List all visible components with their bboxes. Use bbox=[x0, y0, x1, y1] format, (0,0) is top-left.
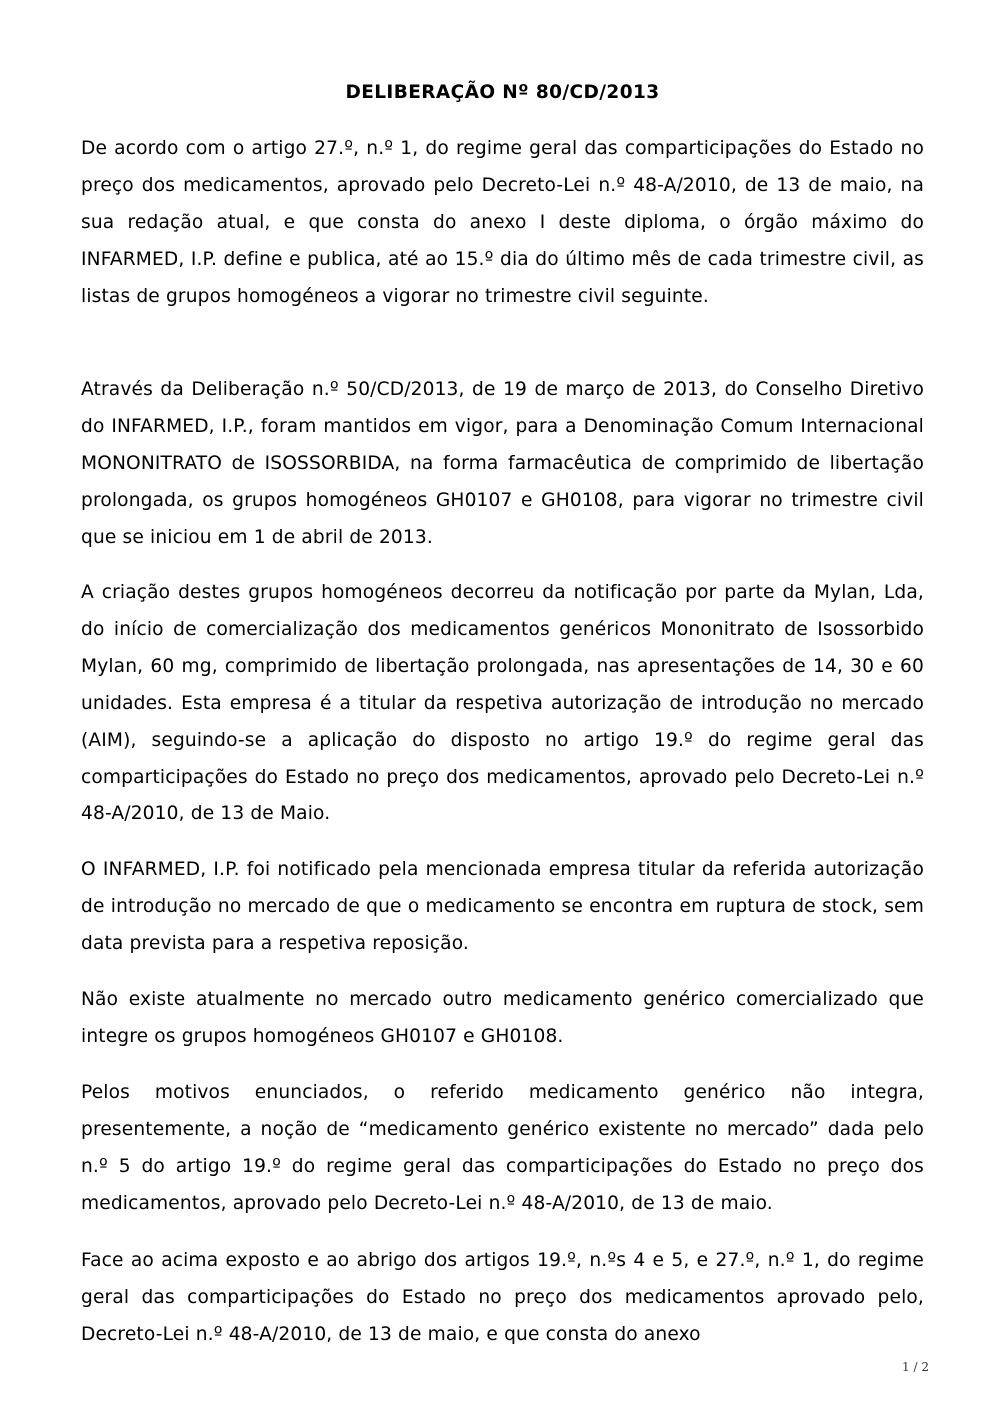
paragraph-no-other-generic: Não existe atualmente no mercado outro medicamento genérico comercializado que integre os grupos homogéneos GH0107 e GH0108. bbox=[81, 989, 924, 1047]
paragraph-stock-rupture: O INFARMED, I.P. foi notificado pela mencionada empresa titular da referida autorização de introdução no mercado de que o medicamento se encontra em ruptura de stock, sem data prevista para a respetiva reposição. bbox=[81, 859, 924, 954]
paragraph-conclusion: Face ao acima exposto e ao abrigo dos artigos 19.º, n.ºs 4 e 5, e 27.º, n.º 1, do regime geral das comparticipações do Estado no preço dos medicamentos aprovado pelo, Decreto-Lei n.º 48-A/2010, de 13 de maio, e que consta do anexo bbox=[81, 1250, 924, 1345]
paragraph-legal-basis: De acordo com o artigo 27.º, n.º 1, do regime geral das comparticipações do Estado no preço dos medicamentos, aprovado pelo Decreto-Lei n.º 48-A/2010, de 13 de maio, na sua redação atual, e que consta do anexo I deste diploma, o órgão máximo do INFARMED, I.P. define e publica, até ao 15.º dia do último mês de cada trimestre civil, as listas de grupos homogéneos a vigorar no trimestre civil seguinte. bbox=[81, 138, 924, 307]
paragraph-reasons: Pelos motivos enunciados, o referido medicamento genérico não integra, presentemente, a noção de “medicamento genérico existente no mercado” dada pelo n.º 5 do artigo 19.º do regime geral das comparticipações do Estado no preço dos medicamentos, aprovado pelo Decreto-Lei n.º 48-A/2010, de 13 de maio. bbox=[81, 1082, 924, 1214]
page-number: 1 / 2 bbox=[902, 1360, 929, 1374]
paragraph-group-creation: A criação destes grupos homogéneos decorreu da notificação por parte da Mylan, Lda, do início de comercialização dos medicamentos genéricos Mononitrato de Isossorbido Mylan, 60 mg, comprimido de libertação prolongada, nas apresentações de 14, 30 e 60 unidades. Esta empresa é a titular da respetiva autorização de introdução no mercado (AIM), seguindo-se a aplicação do disposto no artigo 19.º do regime geral das comparticipações do Estado no preço dos medicamentos, aprovado pelo Decreto-Lei n.º 48-A/2010, de 13 de Maio. bbox=[81, 582, 924, 825]
document-title: DELIBERAÇÃO Nº 80/CD/2013 bbox=[345, 82, 660, 103]
paragraph-previous-deliberation: Através da Deliberação n.º 50/CD/2013, de 19 de março de 2013, do Conselho Diretivo do INFARMED, I.P., foram mantidos em vigor, para a Denominação Comum Internacional MONONITRATO de ISOSSORBIDA, na forma farmacêutica de comprimido de libertação prolongada, os grupos homogéneos GH0107 e GH0108, para vigorar no trimestre civil que se iniciou em 1 de abril de 2013. bbox=[81, 379, 924, 548]
